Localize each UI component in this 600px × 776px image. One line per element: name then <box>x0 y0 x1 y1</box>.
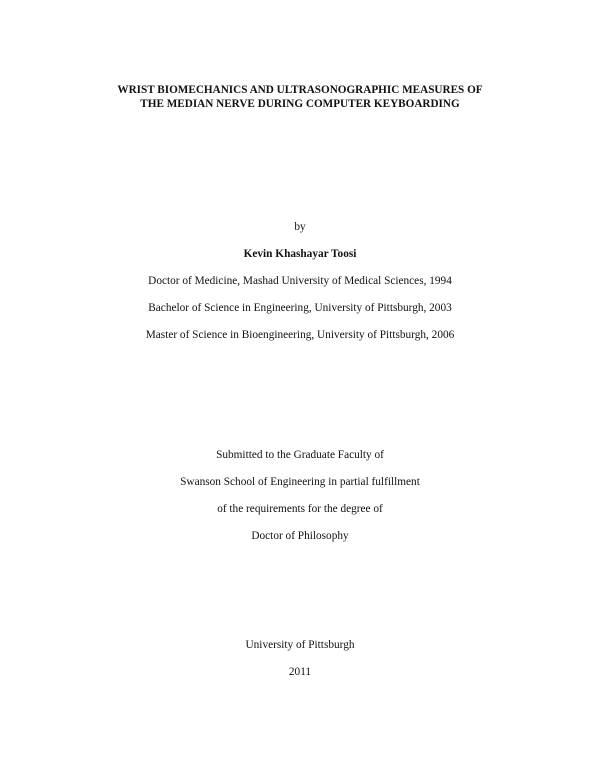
title-line-1: WRIST BIOMECHANICS AND ULTRASONOGRAPHIC MEASURES OF <box>117 84 483 96</box>
submission-line-3: of the requirements for the degree of <box>217 503 383 515</box>
institution-name: University of Pittsburgh <box>245 639 355 651</box>
title-line-2: THE MEDIAN NERVE DURING COMPUTER KEYBOARDING <box>140 98 460 110</box>
degree-3: Master of Science in Bioengineering, University of Pittsburgh, 2006 <box>145 329 455 341</box>
submission-line-2: Swanson School of Engineering in partial fulfillment <box>180 476 420 488</box>
degree-1: Doctor of Medicine, Mashad University of Medical Sciences, 1994 <box>148 275 452 287</box>
by-line: by <box>294 221 306 233</box>
author-name: Kevin Khashayar Toosi <box>243 248 357 260</box>
degree-2: Bachelor of Science in Engineering, University of Pittsburgh, 2003 <box>148 302 452 314</box>
submission-line-1: Submitted to the Graduate Faculty of <box>216 449 384 461</box>
degree-sought: Doctor of Philosophy <box>251 530 349 542</box>
submission-year: 2011 <box>288 666 312 678</box>
